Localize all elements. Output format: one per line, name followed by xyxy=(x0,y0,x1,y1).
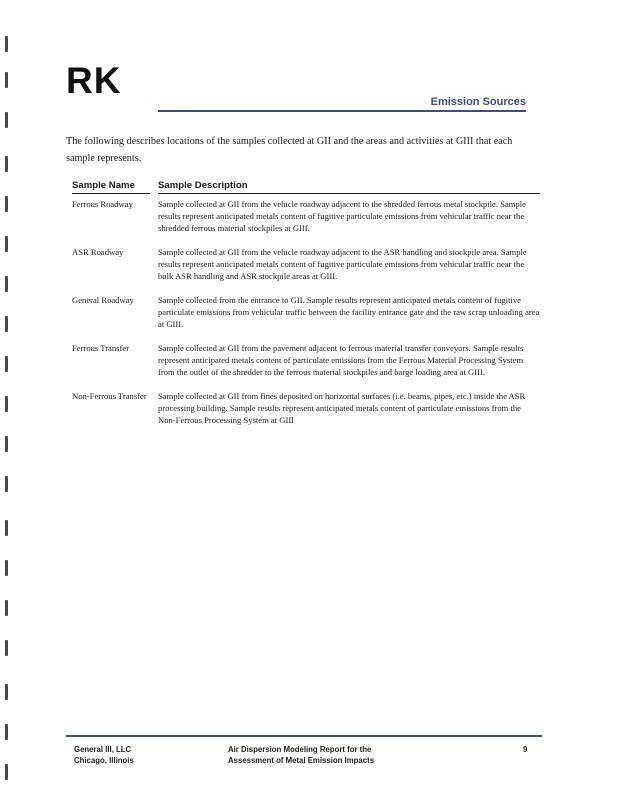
binding-mark xyxy=(5,640,8,656)
footer-report-line: Air Dispersion Modeling Report for the xyxy=(228,745,372,754)
sample-description: Sample collected at GII from the vehicle roadway adjacent to the ASR handling and stockpile area. Sample results represent anticipated metals content of fugitive particulate emissions from vehicular traffic near the bulk ASR handling and ASR stockpile areas at GIII. xyxy=(158,247,527,281)
binding-mark xyxy=(5,156,8,172)
company-logo: RK xyxy=(66,60,122,101)
binding-mark xyxy=(5,196,8,212)
binding-mark xyxy=(5,316,8,332)
table-row xyxy=(72,342,542,378)
footer-divider xyxy=(66,735,542,737)
binding-marks xyxy=(0,0,14,800)
intro-paragraph: The following describes locations of the samples collected at GII and the areas and activities at GIII that each sample represents. xyxy=(66,136,513,164)
footer-company-name: General III, LLC xyxy=(74,745,132,754)
sample-name: General Roadway xyxy=(72,295,134,305)
table-row xyxy=(72,246,542,282)
column-header-sample-description: Sample Description xyxy=(158,180,540,194)
sample-name: ASR Roadway xyxy=(72,247,124,257)
table-row xyxy=(72,390,542,426)
sample-description: Sample collected from the entrance to GII. Sample results represent anticipated metals content of fugitive particulate emissions from vehicular traffic between the facility entrance gate and the raw scrap unloading area at GIII. xyxy=(158,295,540,329)
sample-name: Ferrous Transfer xyxy=(72,343,130,353)
section-title: Emission Sources xyxy=(430,96,526,108)
sample-description: Sample collected at GII from fines deposited on horizontal surfaces (i.e. beams, pipes, etc.) inside the ASR processing building. Sample results represent anticipated metals content of particulate emissions from the Non-Ferrous Processing System at GIII xyxy=(158,391,526,425)
sample-name: Non-Ferrous Transfer xyxy=(72,391,147,401)
binding-mark xyxy=(5,520,8,536)
sample-description: Sample collected at GII from the vehicle roadway adjacent to the shredded ferrous metal stockpile. Sample results represent anticipated metals content of fugitive particulate emissions from vehicular traffic near the shredded ferrous material stockpiles at GIII. xyxy=(158,199,526,233)
binding-mark xyxy=(5,436,8,452)
sample-name: Ferrous Roadway xyxy=(72,199,133,209)
binding-mark xyxy=(5,724,8,740)
samples-table xyxy=(72,198,542,438)
binding-mark xyxy=(5,236,8,252)
footer-report-line: Assessment of Metal Emission Impacts xyxy=(228,756,375,765)
binding-mark xyxy=(5,276,8,292)
footer-report-title xyxy=(228,744,374,766)
binding-mark xyxy=(5,356,8,372)
page-number: 9 xyxy=(523,745,528,754)
binding-mark xyxy=(5,476,8,492)
binding-mark xyxy=(5,396,8,412)
footer-company xyxy=(74,744,134,766)
binding-mark xyxy=(5,72,8,88)
binding-mark xyxy=(5,112,8,128)
binding-mark xyxy=(5,684,8,700)
binding-mark xyxy=(5,36,8,52)
table-row xyxy=(72,198,542,234)
binding-mark xyxy=(5,764,8,780)
footer-company-location: Chicago, Illinois xyxy=(74,756,134,765)
binding-mark xyxy=(5,600,8,616)
column-header-sample-name: Sample Name xyxy=(72,180,150,194)
table-row xyxy=(72,294,542,330)
binding-mark xyxy=(5,560,8,576)
header-divider xyxy=(158,110,526,112)
sample-description: Sample collected at GII from the pavement adjacent to ferrous material transfer conveyors. Sample results represent anticipated metals content of particulate emissions from the Ferrous Material Processing System from the outlet of the shredder to the ferrous material stockpiles and barge loading area at GIII. xyxy=(158,343,524,377)
